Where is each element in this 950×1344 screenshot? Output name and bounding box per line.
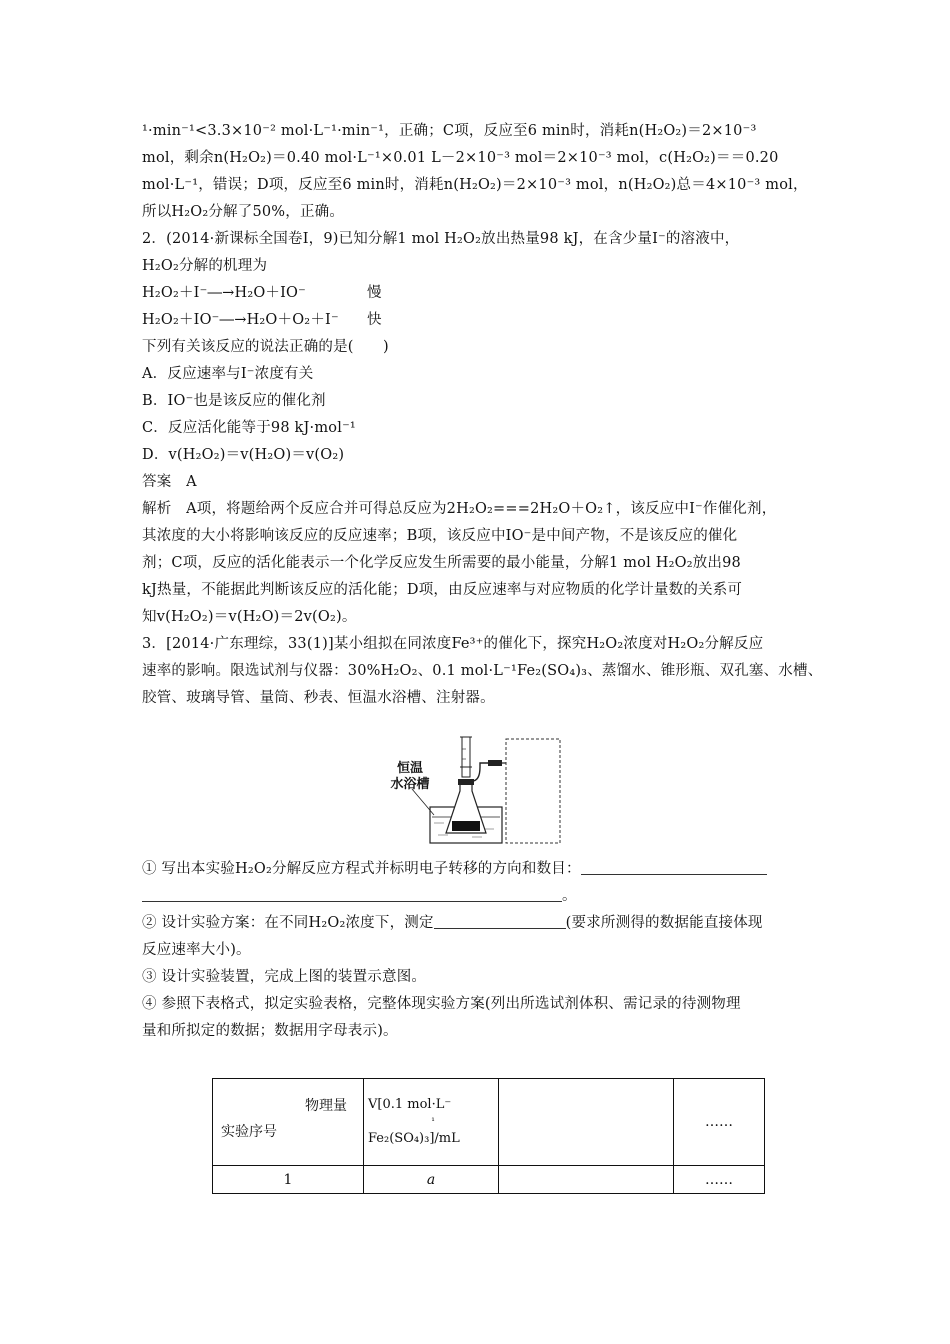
question-2-title: 2．(2014·新课标全国卷Ⅰ，9)已知分解1 mol H₂O₂放出热量98 kJ，在含少量I⁻的溶液中， (142, 231, 740, 247)
item-1: ① 写出本实验H₂O₂分解反应方程式并标明电子转移的方向和数目： (142, 856, 822, 883)
explanation-line: 其浓度的大小将影响该反应的反应速率；B项，该反应中IO⁻是中间产物，不是该反应的催化 (142, 528, 738, 544)
empty-cell[interactable] (499, 1166, 674, 1194)
text-line: H₂O₂分解的机理为 (142, 258, 268, 274)
reaction-speed: 慢 (367, 285, 382, 301)
explanation-line: 解析 A项，将题给两个反应合并可得总反应为2H₂O₂===2H₂O＋O₂↑，该反应中I⁻作催化剂， (142, 501, 777, 517)
explanation-line: kJ热量，不能据此判断该反应的活化能；D项，由反应速率与对应物质的化学计量数的关系可 (142, 582, 743, 598)
item-2: ② 设计实验方案：在不同H₂O₂浓度下，测定 (要求所测得的数据能直接体现 (142, 915, 763, 931)
text-line: mol，剩余n(H₂O₂)＝0.40 mol·L⁻¹×0.01 L－2×10⁻³ mol＝2×10⁻³ mol，c(H₂O₂)＝＝0.20 (142, 150, 779, 166)
explanation-line: 知v(H₂O₂)＝v(H₂O)＝2v(O₂)。 (142, 609, 357, 625)
table-row (213, 1166, 765, 1194)
volume-header-cell: V[0.1 mol·L⁻ ¹ Fe₂(SO₄)₃]/mL (364, 1079, 499, 1166)
explanation-line: 剂；C项，反应的活化能表示一个化学反应发生所需要的最小能量，分解1 mol H₂O₂放出98 (142, 555, 741, 571)
question-3-title: 3．[2014·广东理综，33(1)]某小组拟在同浓度Fe³⁺的催化下，探究H₂O₂浓度对H₂O₂分解反应 (142, 636, 764, 652)
ellipsis-cell: …… (674, 1166, 765, 1194)
question-prompt: 下列有关该反应的说法正确的是( ) (142, 339, 389, 355)
option-a: A．反应速率与I⁻浓度有关 (142, 366, 314, 382)
item-3: ③ 设计实验装置，完成上图的装置示意图。 (142, 969, 427, 985)
volume-cell: a (364, 1166, 499, 1194)
text-line: 速率的影响。限选试剂与仪器：30%H₂O₂、0.1 mol·L⁻¹Fe₂(SO₄)₃、蒸馏水、锥形瓶、双孔塞、水槽、 (142, 663, 823, 679)
reaction-equation: H₂O₂＋I⁻―→H₂O＋IO⁻ (142, 285, 307, 301)
text-line: 所以H₂O₂分解了50%，正确。 (142, 204, 345, 220)
header-corner-cell: 物理量 实验序号 (213, 1079, 364, 1166)
text-line: ¹·min⁻¹<3.3×10⁻² mol·L⁻¹·min⁻¹，正确；C项，反应至6 min时，消耗n(H₂O₂)＝2×10⁻³ (142, 123, 757, 139)
solution-text (142, 118, 822, 712)
ellipsis-header-cell: …… (674, 1079, 765, 1166)
text-line: mol·L⁻¹，错误；D项，反应至6 min时，消耗n(H₂O₂)＝2×10⁻³ mol，n(H₂O₂)总＝4×10⁻³ mol， (142, 177, 808, 193)
apparatus-figure (388, 735, 564, 847)
item-1-cont: 。 (142, 883, 822, 910)
reaction-speed: 快 (367, 312, 382, 328)
item-2-cont: 反应速率大小)。 (142, 942, 251, 958)
reaction-2 (142, 307, 822, 334)
answer-blank[interactable] (581, 859, 767, 875)
item-list (142, 856, 822, 1045)
item-4: ④ 参照下表格式，拟定实验表格，完整体现实验方案(列出所选试剂体积、需记录的待测物理 (142, 996, 741, 1012)
reaction-equation: H₂O₂＋IO⁻―→H₂O＋O₂＋I⁻ (142, 312, 339, 328)
option-c: C．反应活化能等于98 kJ·mol⁻¹ (142, 420, 356, 436)
option-b: B．IO⁻也是该反应的催化剂 (142, 393, 326, 409)
row-number-cell: 1 (213, 1166, 364, 1194)
text-line: 胶管、玻璃导管、量筒、秒表、恒温水浴槽、注射器。 (142, 690, 495, 706)
answer-blank[interactable] (434, 913, 566, 929)
experiment-table (212, 1078, 765, 1194)
figure-label: 恒温 水浴槽 (390, 761, 430, 792)
reaction-1 (142, 280, 822, 307)
answer: 答案 A (142, 474, 197, 490)
item-4-cont: 量和所拟定的数据；数据用字母表示)。 (142, 1023, 398, 1039)
option-d: D．v(H₂O₂)＝v(H₂O)＝v(O₂) (142, 447, 345, 463)
answer-blank[interactable] (142, 886, 562, 902)
table-header-row (213, 1079, 765, 1166)
empty-header-cell[interactable] (499, 1079, 674, 1166)
